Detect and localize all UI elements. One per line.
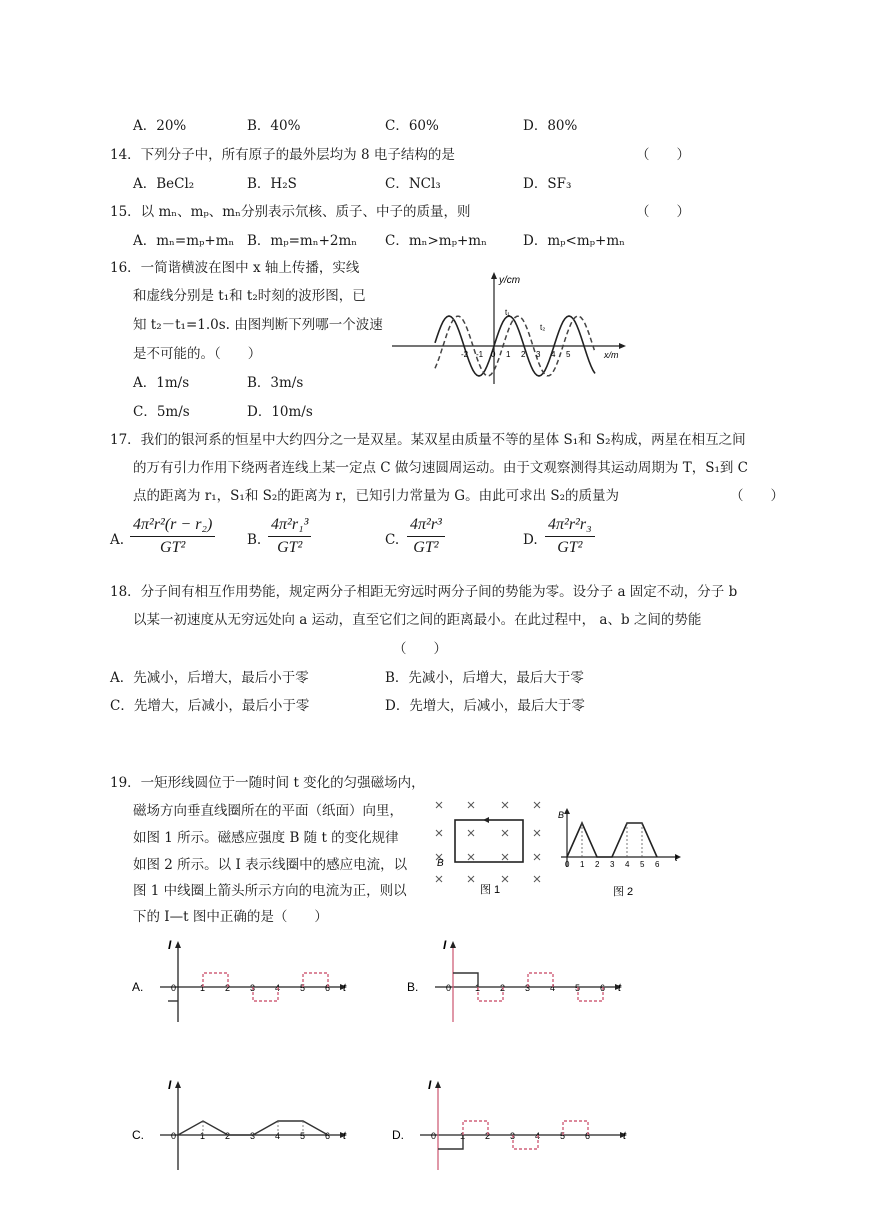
bt-tick-label: 0: [565, 860, 570, 869]
tick-label: 2: [500, 983, 506, 993]
q16-line-3: 知 t₂－t₁=1.0s. 由图判断下列哪一个波速: [133, 317, 383, 333]
tick-label: 0: [171, 1131, 177, 1141]
bt-tick-label: 3: [610, 860, 615, 869]
figure-1-caption: 图 1: [480, 884, 501, 896]
tick-label: 0: [431, 1131, 437, 1141]
q15-option-c: C．mₙ>mₚ+mₙ: [385, 233, 487, 249]
tick-label: 4: [535, 1131, 541, 1141]
q15-option-a: A．mₙ=mₚ+mₙ: [133, 233, 235, 249]
q19-line-2: 磁场方向垂直线圈所在的平面（纸面）向里，: [133, 803, 403, 819]
q17-option-b-letter: B.: [247, 532, 262, 548]
field-cross-icon: [502, 854, 508, 860]
q15-option-d: D．mₚ<mₚ+mₙ: [523, 233, 625, 249]
x-tick-label: -1: [476, 350, 484, 359]
q15-option-b: B．mₚ=mₙ+2mₙ: [247, 233, 358, 249]
q19-line-3: 如图 1 所示。磁感应强度 B 随 t 的变化规律: [133, 830, 399, 846]
q18-option-c: C．先增大，后减小，最后小于零: [110, 698, 310, 714]
q17-answer-paren: （ ）: [730, 488, 784, 504]
q14-stem: 14．下列分子中，所有原子的最外层均为 8 电子结构的是: [110, 147, 455, 163]
q19-graph-b: [405, 935, 630, 1030]
q13-option-a: A．20%: [133, 118, 187, 134]
q19-line-6: 下的 I—t 图中正确的是（ ）: [133, 909, 328, 925]
bt-tick-label: 4: [625, 860, 630, 869]
x-tick-label: -2: [461, 350, 469, 359]
q19-graph-d: [390, 1075, 635, 1185]
q18-line-1: 18．分子间有相互作用势能，规定两分子相距无穷远时两分子间的势能为零。设分子 a 固定不动，分子 b: [110, 584, 738, 600]
i-axis-label: I: [443, 938, 447, 952]
q14-answer-paren: （ ）: [636, 147, 690, 163]
tick-label: 3: [250, 983, 256, 993]
x-tick-label: 3: [536, 350, 541, 359]
tick-label: 4: [275, 983, 281, 993]
field-cross-icon: [502, 830, 508, 836]
b-axis-label: B: [558, 810, 565, 820]
tick-label: 6: [325, 1131, 331, 1141]
field-cross-icon: [468, 854, 474, 860]
t-axis-label: t: [343, 1130, 347, 1142]
field-cross-icon: [502, 876, 508, 882]
tick-label: 6: [585, 1131, 591, 1141]
tick-label: 3: [525, 983, 531, 993]
bt-tick-label: 6: [655, 860, 660, 869]
tick-label: 6: [600, 983, 606, 993]
tick-label: 1: [475, 983, 481, 993]
bt-tick-label: 2: [595, 860, 600, 869]
tick-label: 2: [485, 1131, 491, 1141]
q17-option-c-letter: C.: [385, 532, 400, 548]
x-tick-label: 5: [566, 350, 571, 359]
field-cross-icon: [436, 876, 442, 882]
tick-label: 0: [171, 983, 177, 993]
t-axis-label: t: [675, 853, 678, 863]
field-cross-icon: [534, 854, 540, 860]
t-axis-label: t: [343, 982, 347, 994]
tick-label: 5: [560, 1131, 566, 1141]
x-tick-label: 4: [551, 350, 556, 359]
tick-label: 6: [325, 983, 331, 993]
figure-2-caption: 图 2: [613, 886, 634, 898]
coil-rectangle: [455, 820, 523, 862]
t-axis-label: t: [618, 982, 622, 994]
q16-option-b: B．3m/s: [247, 375, 304, 391]
x-tick-label: 0: [491, 350, 496, 359]
q19-line-5: 图 1 中线圈上箭头所示方向的电流为正，则以: [133, 883, 407, 899]
bt-tick-label: 5: [640, 860, 645, 869]
q17-option-a-letter: A.: [110, 532, 125, 548]
tick-label: 1: [460, 1131, 466, 1141]
i-axis-label: I: [428, 1078, 432, 1092]
q16-option-c: C．5m/s: [133, 404, 190, 420]
field-cross-icon: [502, 802, 508, 808]
current-arrow-icon: [483, 817, 489, 823]
tick-label: 1: [200, 983, 206, 993]
tick-label: 3: [250, 1131, 256, 1141]
q17-option-d-formula: $\frac{\text{4π²r²r₃}}{\text{GT²}}$: [545, 516, 595, 557]
field-cross-icon: [436, 830, 442, 836]
q18-option-d: D．先增大，后减小，最后大于零: [385, 698, 585, 714]
field-cross-icon: [534, 802, 540, 808]
q19-graph-c: [130, 1075, 355, 1185]
tick-label: 4: [275, 1131, 281, 1141]
q14-option-c: C．NCl₃: [385, 176, 441, 192]
q19-line-4: 如图 2 所示。以 I 表示线圈中的感应电流，以: [133, 857, 408, 873]
q14-option-b: B．H₂S: [247, 176, 297, 192]
q17-line-2: 的万有引力作用下绕两者连线上某一定点 C 做匀速圆周运动。由于文观察测得其运动周期为 T，S₁到 C: [133, 460, 748, 476]
field-cross-icon: [436, 802, 442, 808]
q17-line-3: 点的距离为 r₁，S₁和 S₂的距离为 r，已知引力常量为 G。由此可求出 S₂的质量为: [133, 488, 620, 504]
q18-option-b: B．先减小，后增大，最后大于零: [385, 670, 584, 686]
q13-option-c: C．60%: [385, 118, 439, 134]
tick-label: 5: [300, 1131, 306, 1141]
q17-option-a-formula: $\frac{\text{4π²r²(r − r₂)}}{\text{GT²}}$: [130, 516, 215, 557]
q13-option-b: B．40%: [247, 118, 301, 134]
t-axis-label: t: [623, 1130, 627, 1142]
curve-label-t2: t₂: [540, 323, 546, 332]
q15-stem: 15．以 mₙ、mₚ、mₙ分别表示氘核、质子、中子的质量，则: [110, 204, 471, 220]
q16-wave-figure: [390, 268, 630, 388]
q14-option-a: A．BeCl₂: [133, 176, 195, 192]
q14-option-d: D．SF₃: [523, 176, 572, 192]
q16-option-a: A．1m/s: [133, 375, 190, 391]
tick-label: 2: [225, 983, 231, 993]
q18-line-2: 以某一初速度从无穷远处向 a 运动，直至它们之间的距离最小。在此过程中， a、b 之间的势能: [133, 612, 702, 628]
field-cross-icon: [534, 876, 540, 882]
field-cross-icon: [468, 876, 474, 882]
tick-label: 5: [300, 983, 306, 993]
bt-tick-label: 1: [580, 860, 585, 869]
q16-line-4: 是不可能的。（ ）: [133, 346, 262, 362]
i-axis-label: I: [168, 1078, 172, 1092]
field-cross-icon: [468, 802, 474, 808]
graph-letter: B.: [407, 980, 419, 994]
graph-letter: C.: [132, 1128, 144, 1142]
q16-line-1: 16．一简谐横波在图中 x 轴上传播，实线: [110, 260, 360, 276]
q16-option-d: D．10m/s: [247, 404, 313, 420]
q13-option-d: D．80%: [523, 118, 578, 134]
curve-label-t1: t₁: [505, 308, 510, 317]
q17-line-1: 17．我们的银河系的恒星中大约四分之一是双星。某双星由质量不等的星体 S₁和 S₂构成，两星在相互之间: [110, 432, 746, 448]
graph-letter: A.: [132, 980, 144, 994]
q17-option-b-formula: $\frac{\text{4π²r₁³}}{\text{GT²}}$: [268, 516, 311, 557]
tick-label: 4: [550, 983, 556, 993]
field-cross-icon: [534, 830, 540, 836]
tick-label: 1: [200, 1131, 206, 1141]
q17-option-c-formula: $\frac{\text{4π²r³}}{\text{GT²}}$: [407, 516, 445, 557]
q17-option-d-letter: D.: [523, 532, 538, 548]
field-label: B: [437, 858, 444, 869]
y-axis-label: y/cm: [499, 275, 521, 286]
tick-label: 3: [510, 1131, 516, 1141]
graph-letter: D.: [392, 1128, 404, 1142]
i-axis-label: I: [168, 938, 172, 952]
field-cross-icon: [468, 830, 474, 836]
q18-option-a: A．先减小，后增大，最后小于零: [110, 670, 309, 686]
tick-label: 2: [225, 1131, 231, 1141]
q16-line-2: 和虚线分别是 t₁和 t₂时刻的波形图，已: [133, 288, 366, 304]
q15-answer-paren: （ ）: [636, 204, 690, 220]
q18-answer-paren: （ ）: [393, 641, 447, 657]
x-axis-label: x/m: [604, 350, 619, 360]
tick-label: 0: [446, 983, 452, 993]
x-tick-label: 2: [521, 350, 526, 359]
q19-graph-a: [130, 935, 355, 1030]
q19-figure-2-bt-graph: [555, 805, 685, 900]
q19-line-1: 19．一矩形线圆位于一随时间 t 变化的匀强磁场内，: [110, 775, 425, 791]
b-t-curve: [567, 823, 657, 857]
q19-figure-1-coil: [425, 795, 555, 900]
x-tick-label: 1: [506, 350, 511, 359]
tick-label: 5: [575, 983, 581, 993]
